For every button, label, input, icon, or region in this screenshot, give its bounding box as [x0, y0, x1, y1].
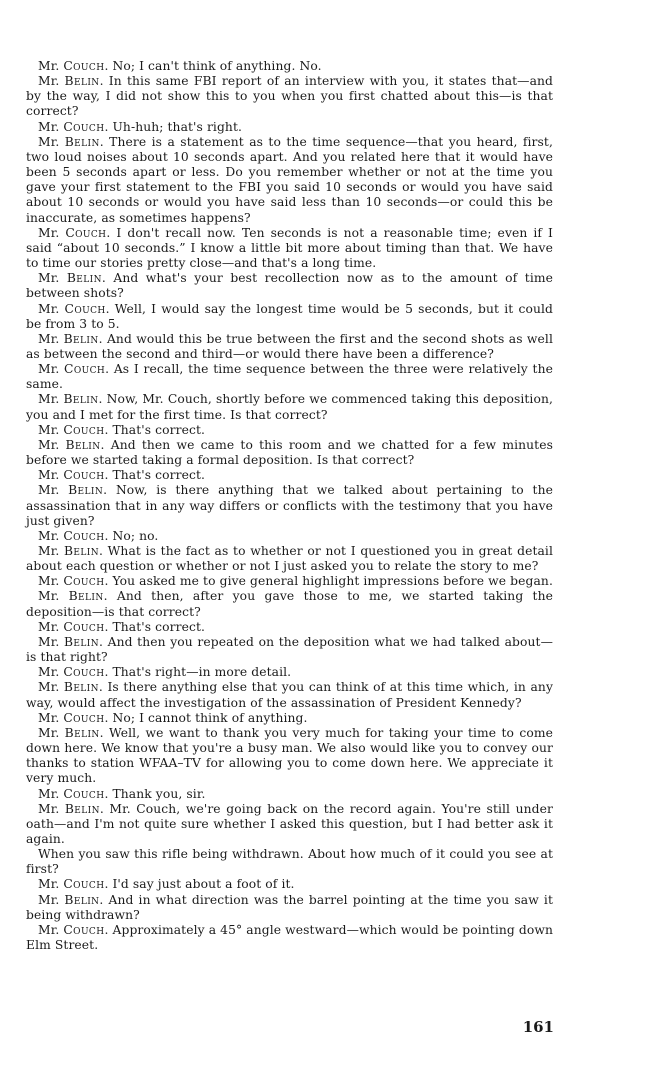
speaker-title: Mr.: [38, 331, 64, 346]
utterance-text: . Thank you, sir.: [104, 786, 206, 801]
speaker-name: Belin: [63, 331, 99, 346]
speaker-name: Couch: [63, 710, 105, 725]
transcript-body: [26, 59, 553, 953]
utterance-text: . Now, Mr. Couch, shortly before we commenced taking this deposition, you and I met for the first time. Is that correct?: [26, 392, 553, 422]
transcript-paragraph: [26, 135, 553, 226]
speaker-title: Mr.: [38, 725, 65, 740]
speaker-name: Couch: [63, 619, 105, 634]
transcript-paragraph: [26, 332, 553, 362]
transcript-paragraph: [26, 620, 553, 635]
transcript-paragraph: [26, 226, 553, 271]
speaker-name: Couch: [65, 225, 107, 240]
utterance-text: . No; I can't think of anything. No.: [104, 59, 322, 73]
utterance-text: . That's correct.: [104, 422, 206, 437]
speaker-name: Couch: [64, 362, 106, 377]
speaker-title: Mr.: [38, 680, 64, 695]
speaker-name: Couch: [64, 301, 106, 316]
utterance-text: . Is there anything else that you can think of at this time which, in any way, would affect the investigation of the assassination of President Kennedy?: [26, 680, 553, 710]
speaker-name: Belin: [65, 437, 101, 452]
speaker-name: Belin: [63, 680, 99, 695]
speaker-title: Mr.: [38, 544, 64, 558]
speaker-name: Couch: [63, 119, 105, 134]
utterance-text: . That's correct.: [104, 619, 206, 634]
speaker-title: Mr.: [38, 574, 64, 589]
speaker-title: Mr.: [38, 665, 64, 680]
speaker-title: Mr.: [38, 619, 64, 634]
speaker-title: Mr.: [38, 134, 65, 149]
utterance-text: . You asked me to give general highlight impressions before we began.: [104, 574, 553, 589]
transcript-paragraph: [26, 726, 553, 787]
transcript-paragraph: [26, 392, 553, 422]
transcript-paragraph: [26, 362, 553, 392]
utterance-text: When you saw this rifle being withdrawn. About how much of it could you see at first?: [26, 847, 553, 877]
transcript-paragraph: [26, 635, 553, 665]
utterance-text: . Mr. Couch, we're going back on the record again. You're still under oath—and I'm not quite sure whether I asked this question, but I had better ask it again.: [26, 801, 553, 846]
utterance-text: . What is the fact as to whether or not I questioned you in great detail about each question or whether or not I just asked you to relate the story to me?: [26, 544, 554, 574]
utterance-text: . And then, after you gave those to me, we started taking the deposition—is that correct?: [26, 589, 553, 619]
speaker-title: Mr.: [38, 892, 65, 907]
transcript-paragraph: [26, 711, 553, 726]
utterance-text: . That's right—in more detail.: [104, 665, 292, 680]
utterance-text: . No; no.: [104, 528, 159, 543]
transcript-paragraph: [26, 665, 553, 680]
utterance-text: . No; I cannot think of anything.: [104, 710, 308, 725]
speaker-title: Mr.: [38, 922, 64, 937]
speaker-name: Couch: [63, 665, 105, 680]
transcript-paragraph: [26, 468, 553, 483]
speaker-title: Mr.: [38, 786, 64, 801]
transcript-paragraph: [26, 544, 553, 574]
speaker-title: Mr.: [38, 710, 64, 725]
page-number: 161: [522, 1018, 554, 1036]
transcript-paragraph: [26, 680, 553, 710]
speaker-title: Mr.: [38, 301, 65, 316]
utterance-text: . There is a statement as to the time sequence—that you heard, first, two loud noises about 10 seconds apart. And you related here that it would have been 5 seconds apart or less. Do you remember whether or not at the time you gave your first statement to the FBI you said 10 seconds or would you have said about 10 seconds or would you have said less than 10 seconds—or could this be inaccurate, as sometimes happens?: [26, 134, 553, 225]
transcript-paragraph: [26, 302, 553, 332]
utterance-text: . I don't recall now. Ten seconds is not a reasonable time; even if I said “about 10 seconds.” I know a little bit more about timing than that. We have to time our stories pretty close—and that's a long time.: [26, 225, 553, 271]
speaker-name: Belin: [63, 634, 99, 649]
utterance-text: . And what's your best recollection now as to the amount of time between shots?: [26, 271, 554, 301]
transcript-paragraph: [26, 574, 553, 589]
speaker-title: Mr.: [38, 362, 65, 377]
utterance-text: . In this same FBI report of an interview with you, it states that—and by the way, I did not show this to you when you first chatted about this—is that correct?: [26, 74, 553, 119]
utterance-text: . I'd say just about a foot of it.: [104, 877, 295, 892]
speaker-title: Mr.: [38, 801, 65, 816]
transcript-paragraph: [26, 923, 553, 953]
speaker-title: Mr.: [38, 74, 65, 89]
utterance-text: . And then we came to this room and we chatted for a few minutes before we started taking a formal deposition. Is that correct?: [26, 437, 554, 468]
transcript-paragraph: [26, 59, 553, 74]
transcript-paragraph: [26, 877, 553, 892]
speaker-name: Belin: [64, 801, 100, 816]
speaker-title: Mr.: [38, 119, 64, 134]
transcript-paragraph: [26, 74, 553, 119]
speaker-title: Mr.: [38, 528, 64, 543]
speaker-name: Couch: [63, 528, 105, 543]
utterance-text: . Approximately a 45° angle westward—which would be pointing down Elm Street.: [26, 922, 553, 953]
utterance-text: . And then you repeated on the deposition what we had talked about—is that right?: [26, 634, 553, 665]
transcript-paragraph: [26, 423, 553, 438]
speaker-title: Mr.: [38, 225, 66, 240]
speaker-name: Belin: [64, 725, 100, 740]
speaker-name: Couch: [63, 786, 105, 801]
speaker-title: Mr.: [38, 59, 64, 73]
speaker-title: Mr.: [38, 483, 69, 498]
speaker-name: Belin: [64, 892, 100, 907]
speaker-title: Mr.: [38, 877, 64, 892]
speaker-title: Mr.: [38, 422, 64, 437]
speaker-title: Mr.: [38, 437, 66, 452]
speaker-name: Belin: [63, 392, 99, 407]
speaker-name: Belin: [66, 271, 102, 286]
speaker-name: Couch: [63, 574, 105, 589]
speaker-name: Couch: [63, 922, 105, 937]
speaker-name: Couch: [63, 59, 105, 73]
utterance-text: . Well, I would say the longest time would be 5 seconds, but it could be from 3 to 5.: [26, 301, 553, 331]
utterance-text: . Now, is there anything that we talked about pertaining to the assassination that in any way differs or conflicts with the testimony that you have just given?: [26, 483, 553, 528]
speaker-name: Belin: [64, 134, 100, 149]
transcript-paragraph: [26, 529, 553, 544]
utterance-text: . And in what direction was the barrel pointing at the time you saw it being withdrawn?: [26, 892, 553, 922]
speaker-name: Belin: [68, 589, 104, 604]
transcript-paragraph: [26, 802, 553, 847]
speaker-title: Mr.: [38, 468, 64, 483]
utterance-text: . That's correct.: [104, 468, 206, 483]
transcript-paragraph: [26, 787, 553, 802]
speaker-title: Mr.: [38, 589, 69, 604]
utterance-text: . Well, we want to thank you very much for taking your time to come down here. We know that you're a busy man. We also would like you to convey our thanks to station WFAA–TV for allowing you to come down here. We appreciate it very much.: [26, 725, 553, 786]
transcript-paragraph: [26, 120, 553, 135]
utterance-text: . And would this be true between the first and the second shots as well as between the second and third—or would there have been a difference?: [26, 331, 553, 361]
speaker-name: Belin: [64, 544, 100, 558]
speaker-title: Mr.: [38, 271, 67, 286]
speaker-name: Couch: [63, 422, 105, 437]
speaker-name: Belin: [68, 483, 104, 498]
speaker-name: Couch: [63, 877, 105, 892]
transcript-paragraph: [26, 271, 553, 301]
transcript-paragraph: [26, 893, 553, 923]
utterance-text: . As I recall, the time sequence between the three were relatively the same.: [26, 362, 553, 392]
transcript-paragraph: [26, 483, 553, 528]
speaker-name: Belin: [64, 74, 100, 89]
transcript-paragraph: [26, 438, 553, 468]
transcript-paragraph: [26, 589, 553, 619]
utterance-text: . Uh-huh; that's right.: [104, 119, 243, 134]
speaker-title: Mr.: [38, 634, 64, 649]
speaker-title: Mr.: [38, 392, 64, 407]
transcript-paragraph: [26, 847, 553, 877]
speaker-name: Couch: [63, 468, 105, 483]
